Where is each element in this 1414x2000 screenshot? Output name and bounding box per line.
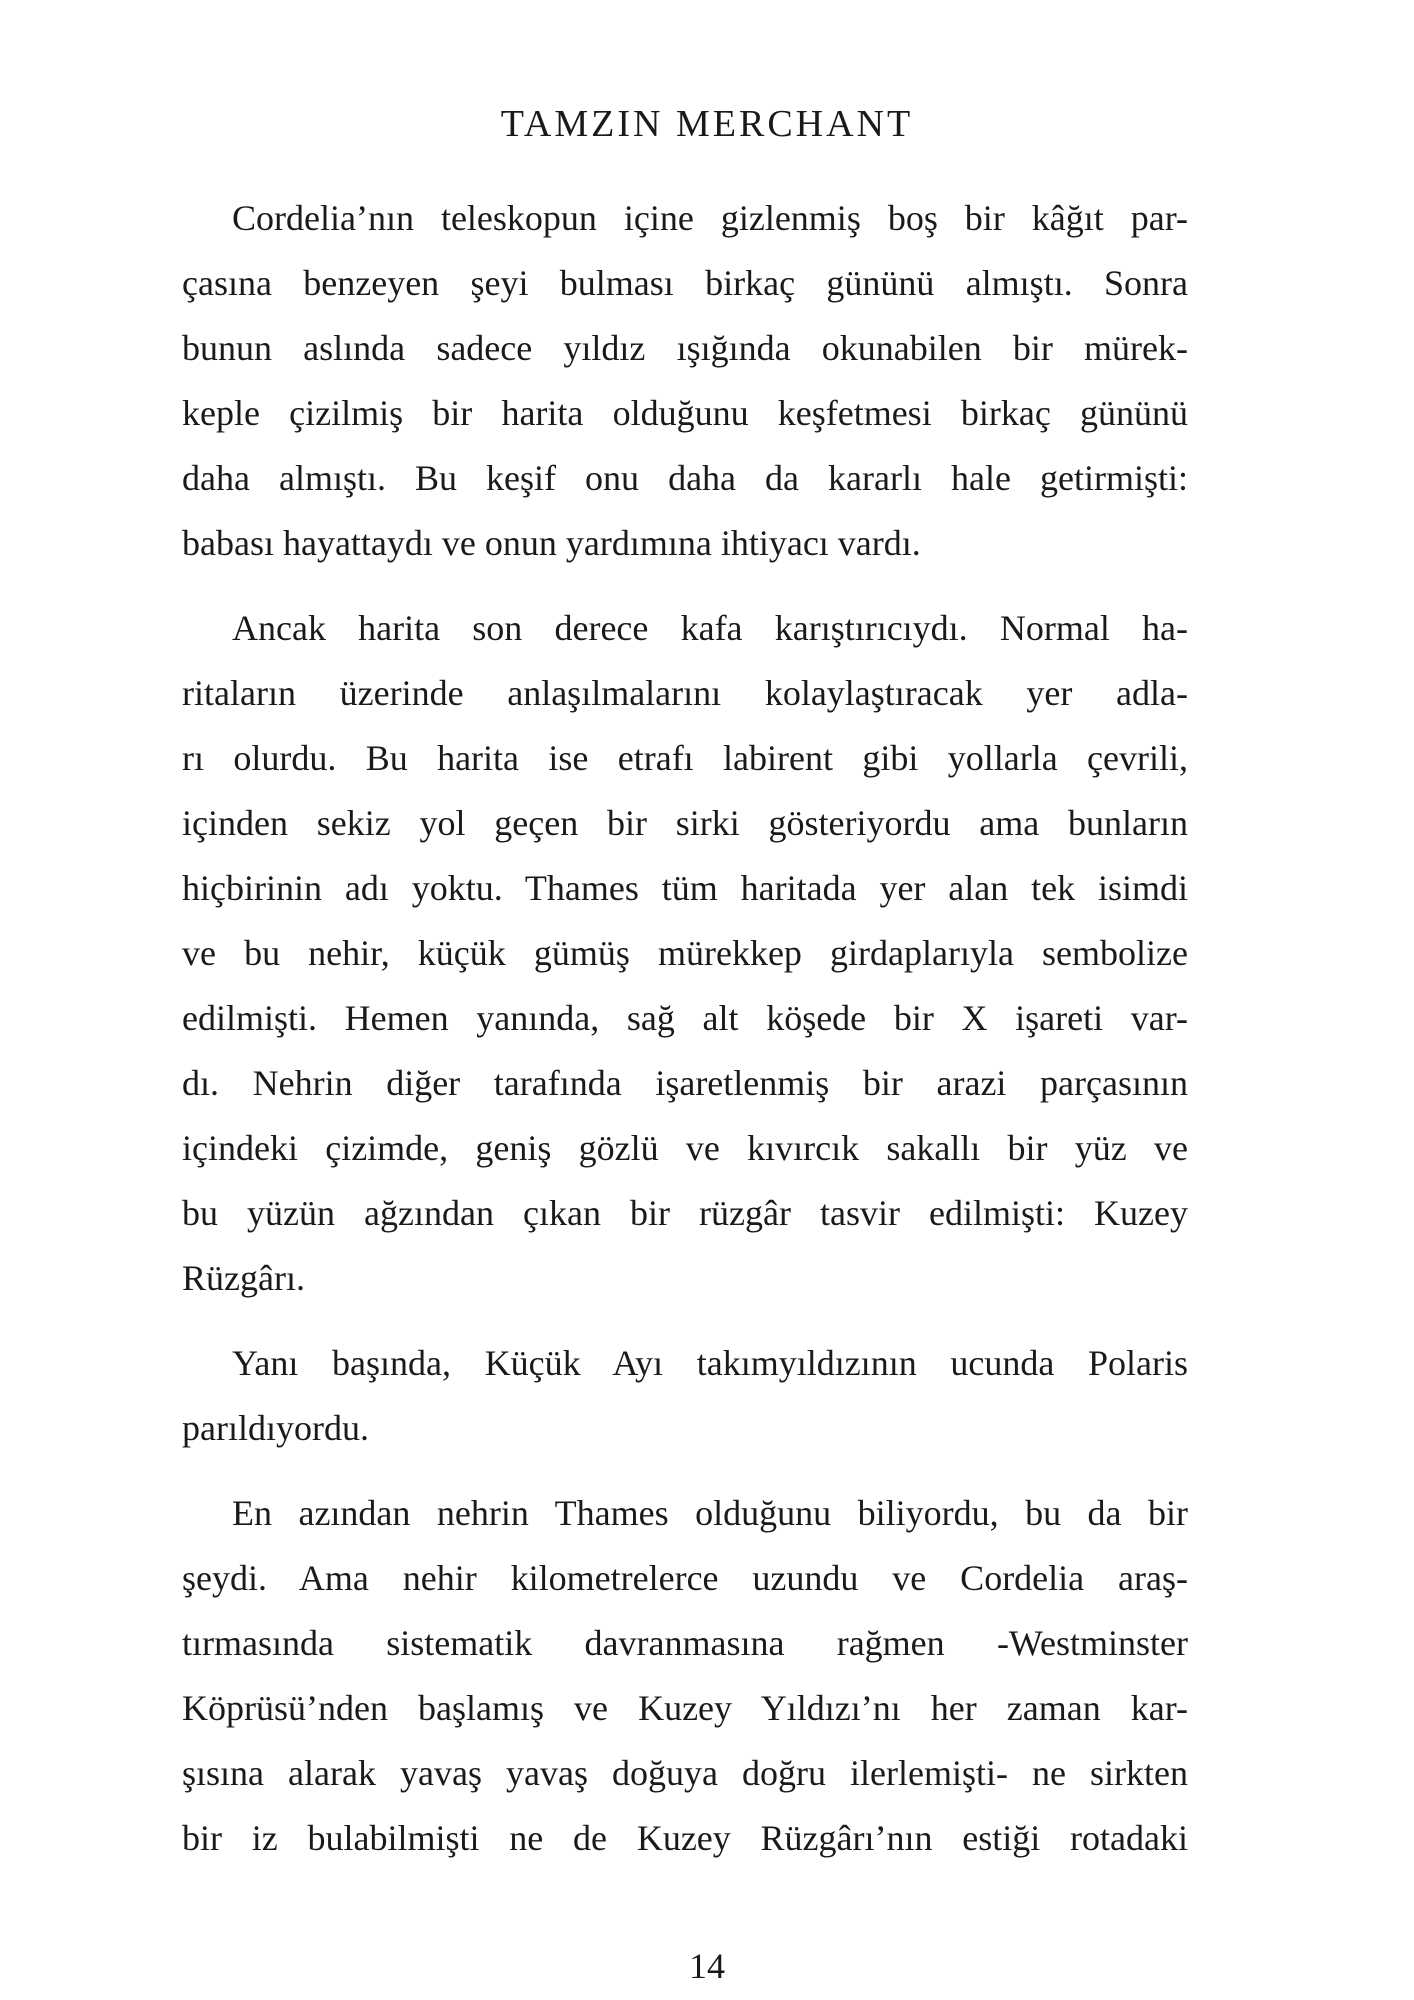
page-number: 14 (689, 1946, 725, 1986)
text-line: Ancak harita son derece kafa karıştırıcıydı. Normal ha- (232, 608, 1188, 648)
running-header: TAMZIN MERCHANT (500, 103, 914, 145)
text-line: hiçbirinin adı yoktu. Thames tüm haritada yer alan tek isimdi (182, 868, 1188, 908)
paragraph-4 (182, 1481, 1188, 1871)
paragraph-2 (182, 596, 1188, 1311)
text-line: ritaların üzerinde anlaşılmalarını kolaylaştıracak yer adla- (182, 673, 1188, 713)
text-line: çasına benzeyen şeyi bulması birkaç gününü almıştı. Sonra (182, 263, 1188, 303)
text-line: Köprüsü’nden başlamış ve Kuzey Yıldızı’nı her zaman kar- (182, 1688, 1188, 1728)
paragraph-1 (182, 186, 1188, 576)
text-line: içinden sekiz yol geçen bir sirki gösteriyordu ama bunların (182, 803, 1188, 843)
text-line: En azından nehrin Thames olduğunu biliyordu, bu da bir (232, 1493, 1188, 1533)
text-line: daha almıştı. Bu keşif onu daha da kararlı hale getirmişti: (182, 458, 1188, 498)
text-line: bir iz bulabilmişti ne de Kuzey Rüzgârı’nın estiği rotadaki (182, 1818, 1188, 1858)
body-text (182, 186, 1188, 1891)
paragraph-3 (182, 1331, 1188, 1461)
text-line: Yanı başında, Küçük Ayı takımyıldızının ucunda Polaris (232, 1343, 1188, 1383)
text-line: parıldıyordu. (182, 1408, 369, 1448)
text-line: bunun aslında sadece yıldız ışığında okunabilen bir mürek- (182, 328, 1188, 368)
text-line: içindeki çizimde, geniş gözlü ve kıvırcık sakallı bir yüz ve (182, 1128, 1188, 1168)
text-line: rı olurdu. Bu harita ise etrafı labirent gibi yollarla çevrili, (182, 738, 1188, 778)
text-line: şısına alarak yavaş yavaş doğuya doğru ilerlemişti- ne sirkten (182, 1753, 1188, 1793)
text-line: Cordelia’nın teleskopun içine gizlenmiş boş bir kâğıt par- (232, 198, 1188, 238)
text-line: şeydi. Ama nehir kilometrelerce uzundu ve Cordelia araş- (182, 1558, 1188, 1598)
text-line: babası hayattaydı ve onun yardımına ihtiyacı vardı. (182, 523, 921, 563)
text-line: keple çizilmiş bir harita olduğunu keşfetmesi birkaç gününü (182, 393, 1188, 433)
text-line: ve bu nehir, küçük gümüş mürekkep girdaplarıyla sembolize (182, 933, 1188, 973)
text-line: Rüzgârı. (182, 1258, 305, 1298)
text-line: bu yüzün ağzından çıkan bir rüzgâr tasvir edilmişti: Kuzey (182, 1193, 1188, 1233)
text-line: edilmişti. Hemen yanında, sağ alt köşede bir X işareti var- (182, 998, 1188, 1038)
text-line: tırmasında sistematik davranmasına rağmen -Westminster (182, 1623, 1188, 1663)
text-line: dı. Nehrin diğer tarafında işaretlenmiş bir arazi parçasının (182, 1063, 1188, 1103)
